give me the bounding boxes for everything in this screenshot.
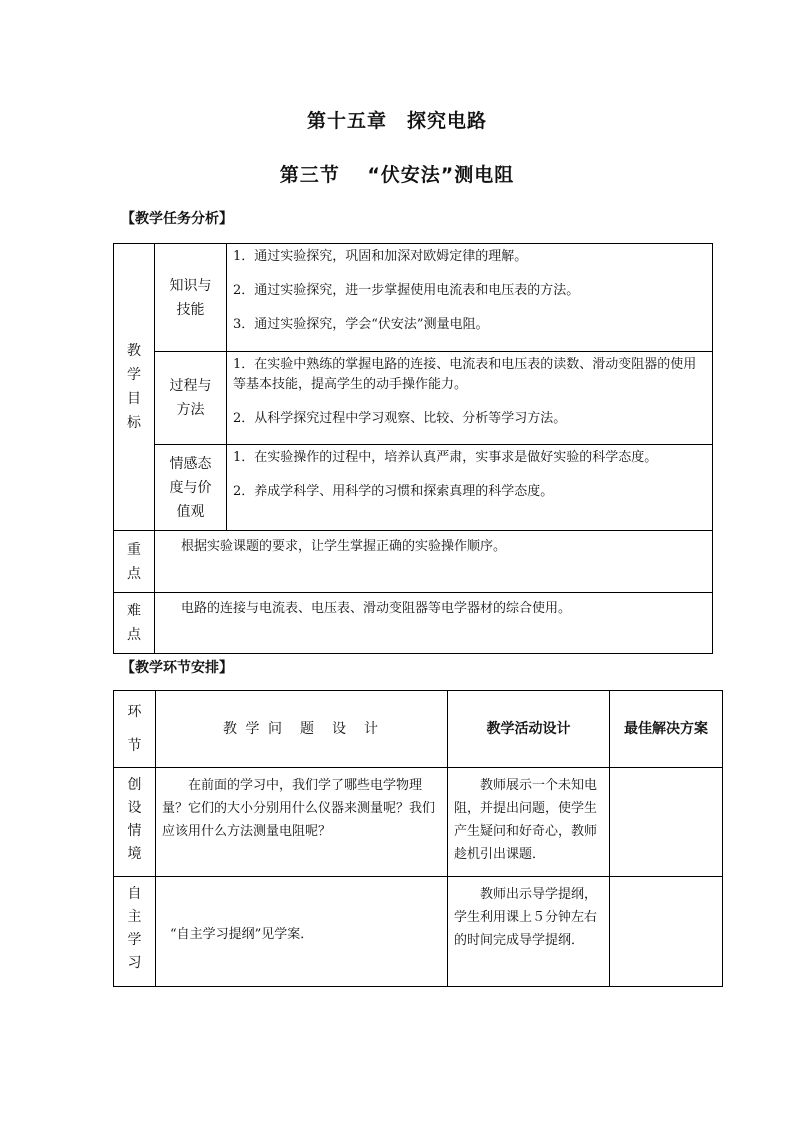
emotion-item: 1．在实验操作的过程中，培养认真严肃，实事求是做好实验的科学态度。 bbox=[233, 450, 658, 465]
solution-cell bbox=[610, 768, 723, 877]
teaching-goals-label: 教学目标 bbox=[114, 244, 155, 531]
question-cell: 在前面的学习中，我们学了哪些电学物理量？它们的大小分别用什么仪器来测量呢？我们应该用什么方法测量电阻呢？ bbox=[156, 768, 448, 877]
key-point-label: 重点 bbox=[114, 531, 155, 593]
solution-cell bbox=[610, 877, 723, 987]
difficulty-label: 难点 bbox=[114, 593, 155, 654]
process-methods-items bbox=[227, 352, 713, 445]
section-title: 第三节 “伏安法”测电阻 bbox=[279, 164, 515, 186]
stage-cell: 创设情境 bbox=[114, 768, 156, 877]
header-stage: 环节 bbox=[114, 691, 156, 768]
knowledge-skills-label: 知识与技能 bbox=[155, 244, 227, 352]
teaching-task-analysis-heading: 【教学任务分析】 bbox=[121, 211, 233, 227]
process-methods-label: 过程与方法 bbox=[155, 352, 227, 445]
emotion-item: 2．养成学科学、用科学的习惯和探索真理的科学态度。 bbox=[233, 484, 554, 499]
knowledge-item: 2．通过实验探究，进一步掌握使用电流表和电压表的方法。 bbox=[233, 283, 580, 298]
teaching-arrangement-table bbox=[113, 690, 723, 987]
process-item: 2．从科学探究过程中学习观察、比较、分析等学习方法。 bbox=[233, 411, 567, 426]
process-item: 1．在实验中熟练的掌握电路的连接、电流表和电压表的读数、滑动变阻器的使用等基本技能，提高学生的动手操作能力。 bbox=[233, 357, 697, 392]
header-activity-design: 教学活动设计 bbox=[448, 691, 610, 768]
knowledge-skills-items bbox=[227, 244, 713, 352]
knowledge-item: 3．通过实验探究，学会“伏安法”测量电阻。 bbox=[233, 317, 489, 332]
question-cell: “自主学习提纲”见学案． bbox=[156, 877, 448, 987]
stage-cell: 自主学习 bbox=[114, 877, 156, 987]
teaching-task-analysis-table bbox=[113, 243, 713, 654]
emotion-values-items bbox=[227, 445, 713, 531]
activity-cell: 教师展示一个未知电阻，并提出问题，使学生产生疑问和好奇心，教师趁机引出课题． bbox=[448, 768, 610, 877]
emotion-values-label: 情感态度与价值观 bbox=[155, 445, 227, 531]
difficulty-text: 电路的连接与电流表、电压表、滑动变阻器等电学器材的综合使用。 bbox=[155, 593, 713, 654]
activity-cell: 教师出示导学提纲，学生利用课上５分钟左右的时间完成导学提纲． bbox=[448, 877, 610, 987]
teaching-arrangement-heading: 【教学环节安排】 bbox=[121, 660, 233, 676]
key-point-text: 根据实验课题的要求，让学生掌握正确的实验操作顺序。 bbox=[155, 531, 713, 593]
knowledge-item: 1．通过实验探究，巩固和加深对欧姆定律的理解。 bbox=[233, 249, 528, 264]
header-question-design: 教 学 问 题 设 计 bbox=[156, 691, 448, 768]
chapter-title: 第十五章 探究电路 bbox=[306, 110, 487, 132]
header-best-solution: 最佳解决方案 bbox=[610, 691, 723, 768]
